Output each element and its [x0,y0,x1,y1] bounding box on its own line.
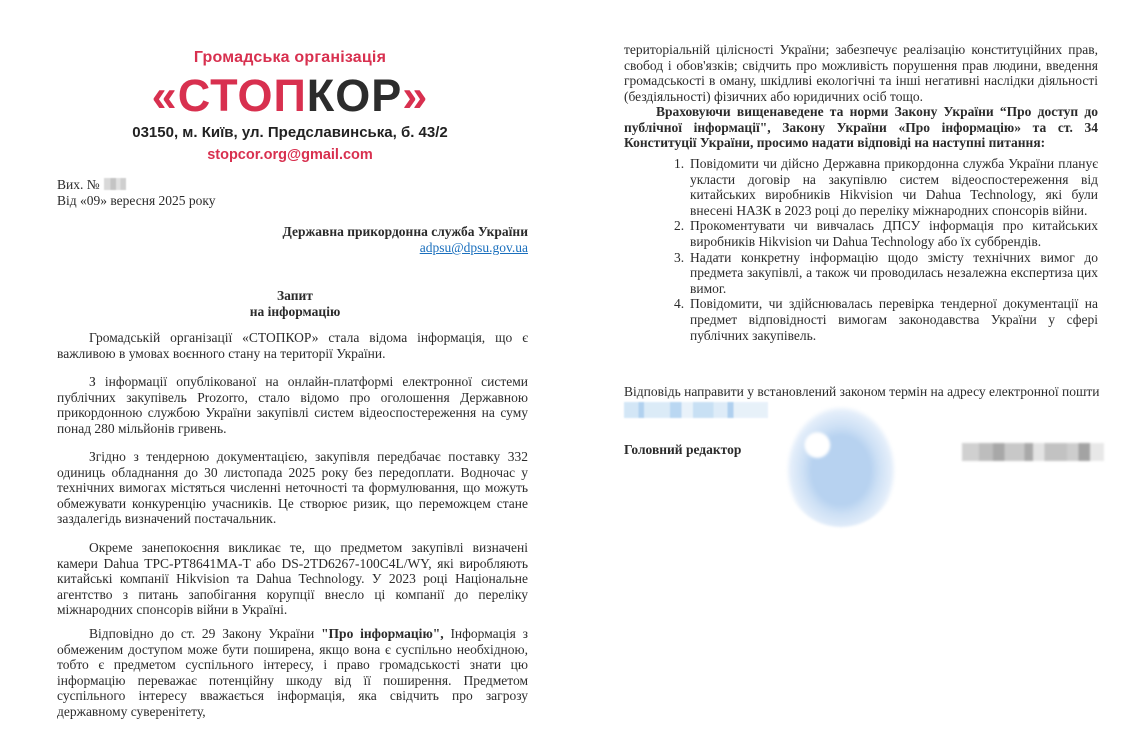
page-1 [0,0,560,750]
question-item: 2. Прокоментувати чи вивчалась ДПСУ інформація про китайських виробників Hikvision чи Dahua Technology або їх суббрендів. [674,218,1098,249]
letterhead-email: stopcor.org@gmail.com [207,147,373,163]
letterhead-address: 03150, м. Київ, ул. Предславинська, б. 43/2 [132,124,448,141]
document-subtitle: на інформацію [249,304,341,319]
paragraph-request-intro: Враховуючи вищенаведене та норми Закону України “Про доступ до публічної інформації", Закону України «Про інформацію» та ст. 34 Конституції України, просимо надати відповіді на наступні питання: [624,104,1098,151]
org-name-dark-part: КОР [306,70,403,121]
letter-date: Від «09» вересня 2025 року [57,193,216,208]
document-title: Запит [277,288,313,303]
recipient-email-link[interactable]: adpsu@dpsu.gov.ua [419,240,528,255]
paragraph-tender: Згідно з тендерною документацією, закупівля передбачає поставку 332 одиниць обладнання до 30 листопада 2025 року без передоплати. Водночас у технічних вимогах містяться численні неточності та формулювання, що можуть обмежувати конкуренцію учасників. Це створює ризик, що переможцем стане заздалегідь визначений постачальник. [57,449,528,527]
org-name-close-quote: » [402,70,429,121]
law-suffix: Інформація з обмеженим доступом може бути поширена, якщо вона є суспільно необхідною, тобто є предметом суспільного інтересу, і право громадськості знати цю інформацію переважає потенційну шкоду від її поширення. Предметом суспільного інтересу вважається інформація, яка свідчить про загрозу державному суверенітету, [57,626,528,719]
question-item: 3. Надати конкретну інформацію щодо змісту технічних вимог до предмета закупівлі, а також чи проводилась незалежна експертиза цих вимог. [674,249,1098,296]
redacted-signature [782,401,900,527]
law-prefix: Відповідно до ст. 29 Закону України [89,626,322,641]
paragraph-intro: Громадській організації «СТОПКОР» стала відома інформація, що є важливою в умовах воєнного стану на території України. [57,330,528,361]
question-item: 4. Повідомити, чи здійснювалась перевірка тендерної документації на предмет відповідності вимогам законодавства України у сфері публічних закупівель. [674,296,1098,343]
letterhead-org-name [120,70,460,122]
redacted-outgoing-number [104,178,126,190]
questions-list [664,156,1098,343]
recipient-name: Державна прикордонна служба України [282,224,528,239]
question-item: 1. Повідомити чи дійсно Державна прикордонна служба України планує укласти договір на закупівлю систем відеоспостереження від китайських виробників Hikvision чи Dahua Technology, які були внесені НАЗК в 2023 році до переліку міжнародних спонсорів війни. [674,156,1098,218]
law-name-bold: "Про інформацію", [321,626,444,641]
outgoing-number [57,177,126,193]
org-name-red-part: «СТОП [151,70,307,121]
redacted-signatory-name [962,443,1104,461]
paragraph-law-article [57,626,528,720]
reply-instruction: Відповідь направити у встановлений законом термін на адресу електронної пошти [624,384,1100,399]
letterhead [120,48,460,165]
redacted-reply-email [624,402,768,418]
paragraph-cameras: Окреме занепокоєння викликає те, що предметом закупівлі визначені камери Dahua TPC-PT8641MA-T або DS-2TD6267-100C4L/WY, які виробляють китайські компанії Hikvision та Dahua Technology. У 2023 році Національне агентство з питань запобігання корупції внесло ці компанії до переліку міжнародних спонсорів війни в Україні. [57,540,528,618]
letterhead-org-type: Громадська організація [193,49,387,66]
paragraph-continuation: територіальній цілісності України; забезпечує реалізацію конституційних прав, свобод і обов'язків; свідчить про можливість порушення прав людини, введення громадськості в оману, шкідливі екологічні та інші негативні наслідки діяльності (бездіяльності) фізичних або юридичних осіб тощо. [624,42,1098,104]
signatory-title: Головний редактор [624,442,742,457]
paragraph-prozorro: З інформації опублікованої на онлайн-платформі електронної системи публічних закупівель Prozorro, стало відомо про оголошення Державною прикордонною службою України закупівлі систем відеоспостереження на суму понад 280 мільйонів гривень. [57,374,528,436]
outgoing-label: Вих. № [57,177,100,192]
